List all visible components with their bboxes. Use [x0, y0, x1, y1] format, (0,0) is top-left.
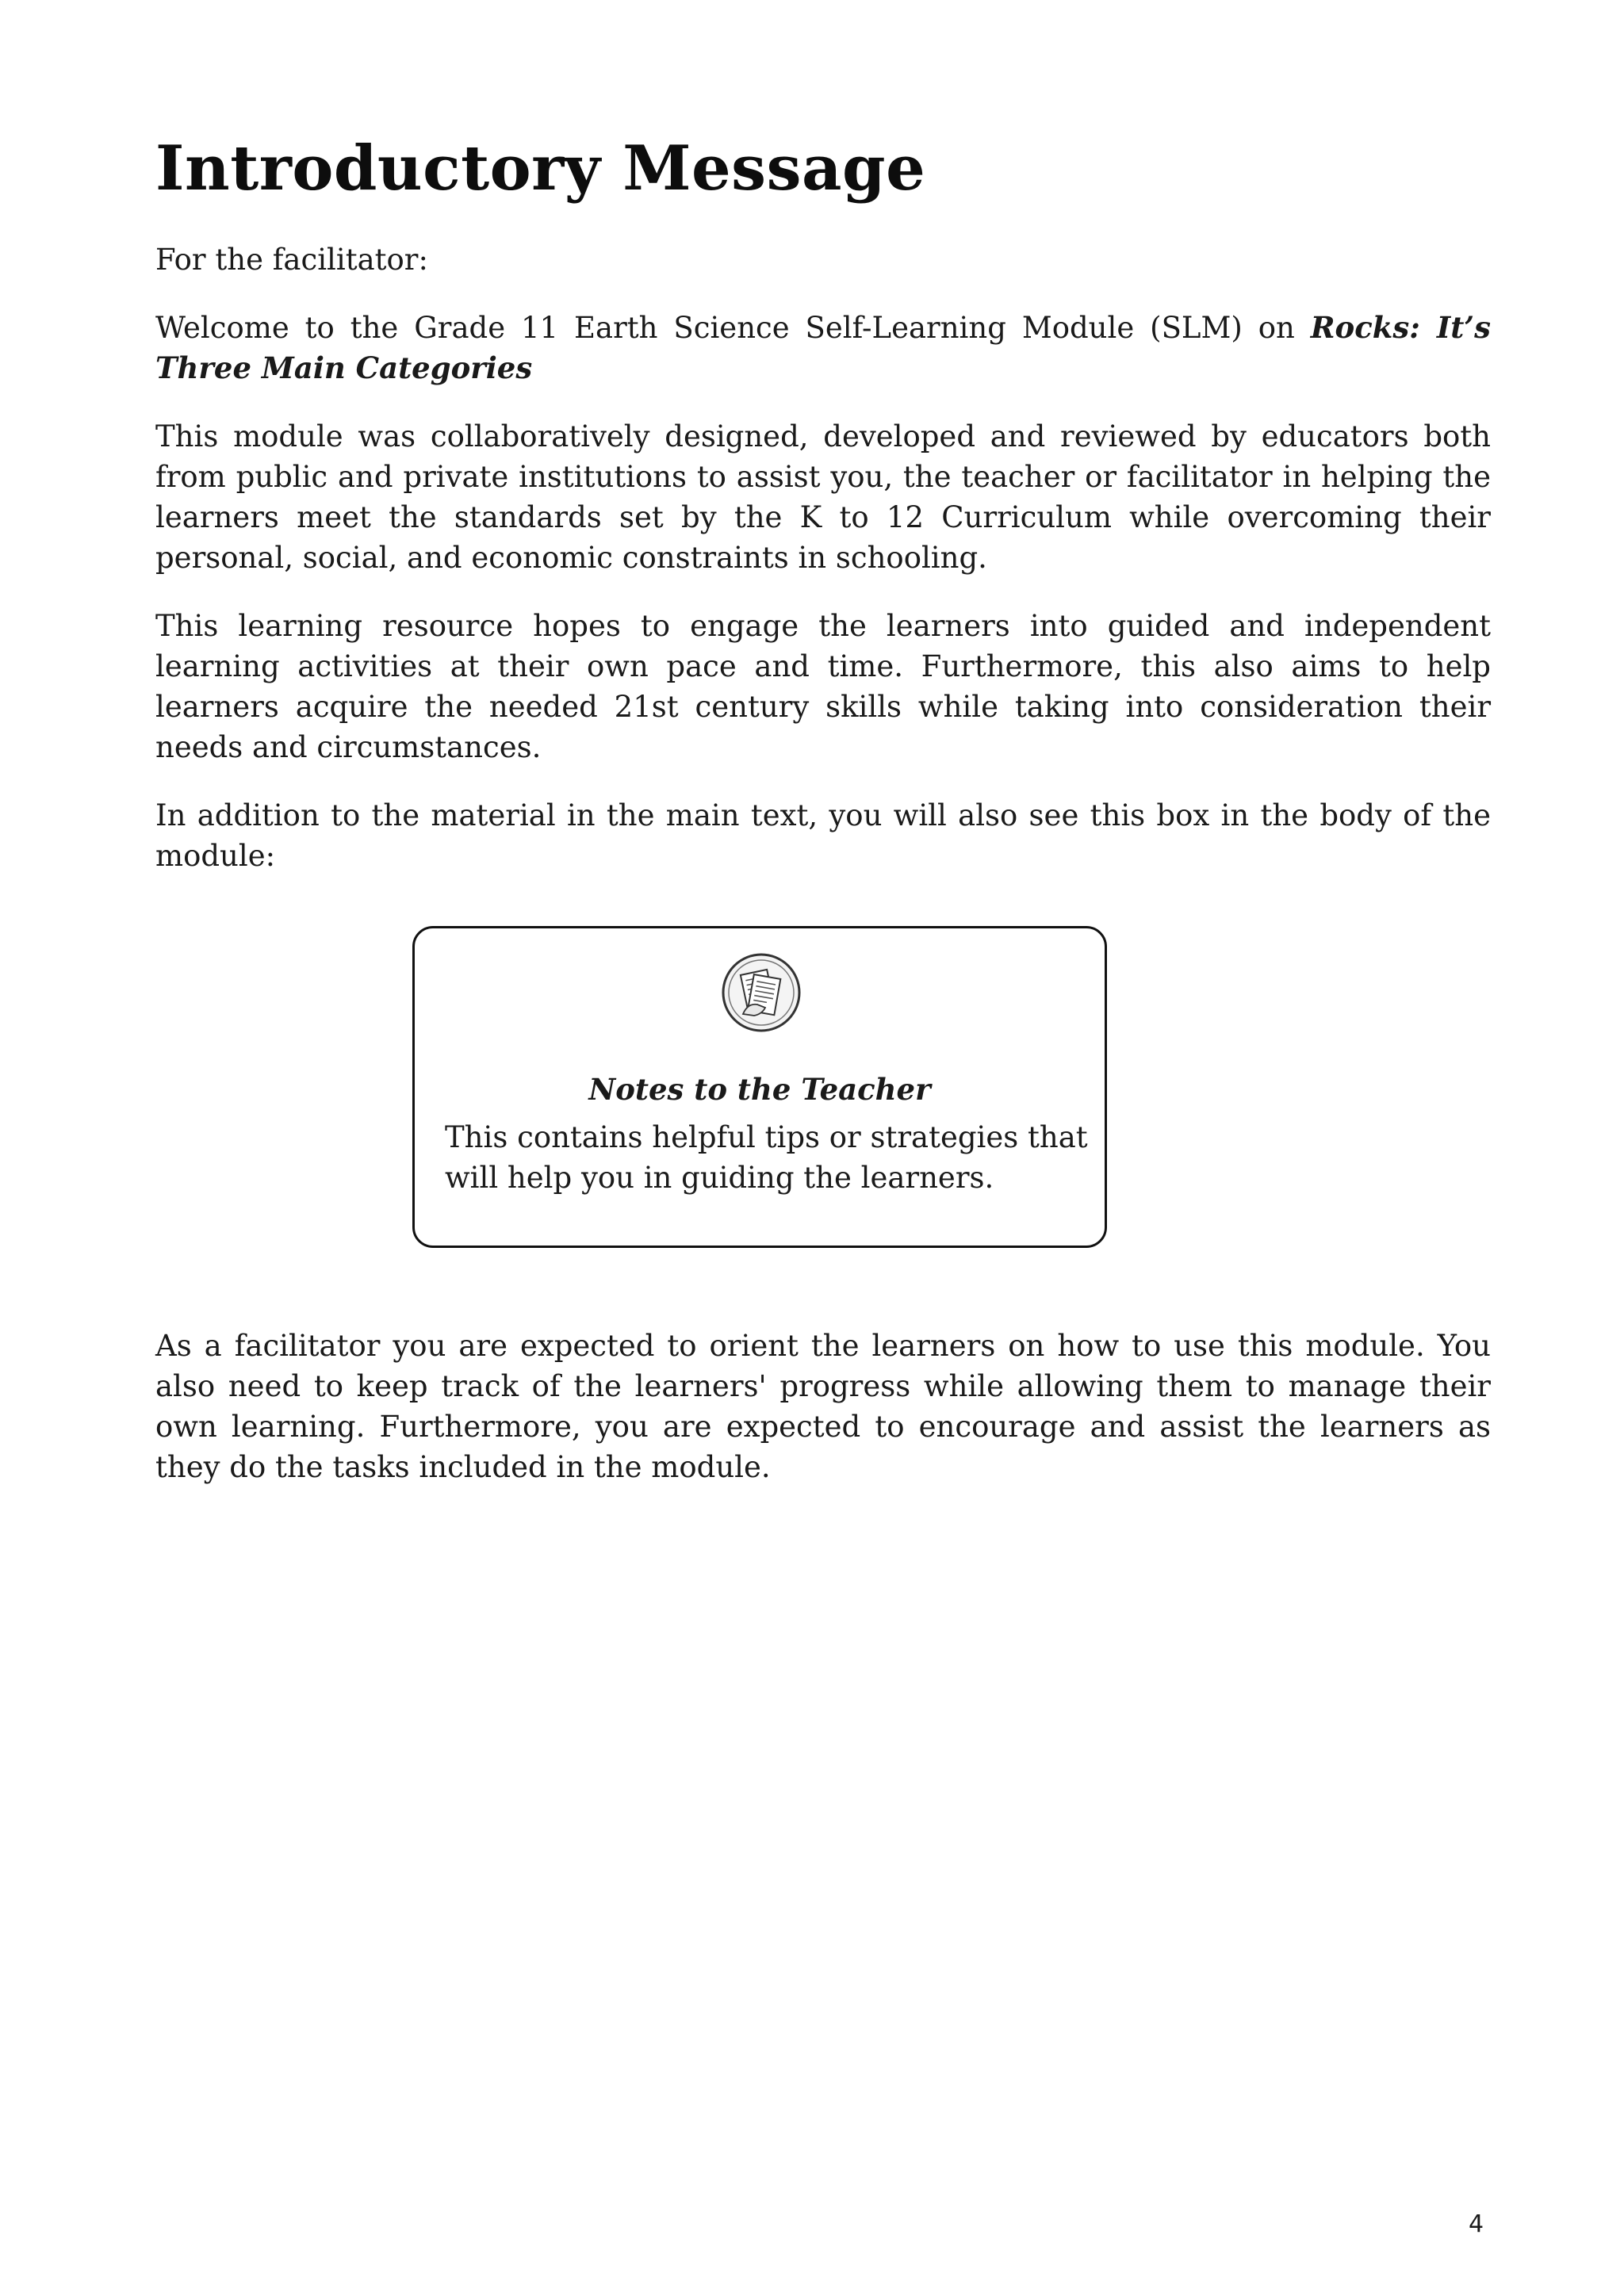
box-intro-paragraph: In addition to the material in the main text, you will also see this box in the body of the module: — [155, 798, 1491, 873]
closing-section — [155, 1326, 1491, 1515]
callout-title: Notes to the Teacher — [588, 1072, 931, 1107]
welcome-paragraph — [155, 308, 1491, 388]
closing-paragraph: As a facilitator you are expected to orient the learners on how to use this module. You also need to keep track of the learners' progress while allowing them to manage their own learning. Furthermore, you are expected to encourage and assist the learners as they do the tasks included in the module. — [155, 1329, 1491, 1484]
welcome-prefix: Welcome to the Grade 11 Earth Science Self-Learning Module (SLM) on — [155, 310, 1311, 345]
page-content — [155, 132, 1491, 904]
callout-description: This contains helpful tips or strategies that will help you in guiding the learners. — [445, 1120, 1088, 1195]
design-paragraph: This module was collaboratively designed, developed and reviewed by educators both from public and private institutions to assist you, the teacher or facilitator in helping the learners meet the standards set by the K to 12 Curriculum while overcoming their personal, social, and economic constraints in schooling. — [155, 419, 1491, 575]
notes-to-teacher-box — [412, 926, 1107, 1248]
module-title: Rocks: It’s Three Main Categories — [155, 309, 1491, 385]
page-number: 4 — [1469, 2210, 1484, 2238]
for-facilitator-text: For the facilitator: — [155, 242, 428, 277]
notes-document-icon — [721, 952, 802, 1033]
resource-paragraph: This learning resource hopes to engage the learners into guided and independent learning activities at their own pace and time. Furthermore, this also aims to help learners acquire the needed 21st century skills while taking into consideration their needs and circumstances. — [155, 608, 1491, 764]
page-title: Introductory Message — [155, 132, 926, 205]
